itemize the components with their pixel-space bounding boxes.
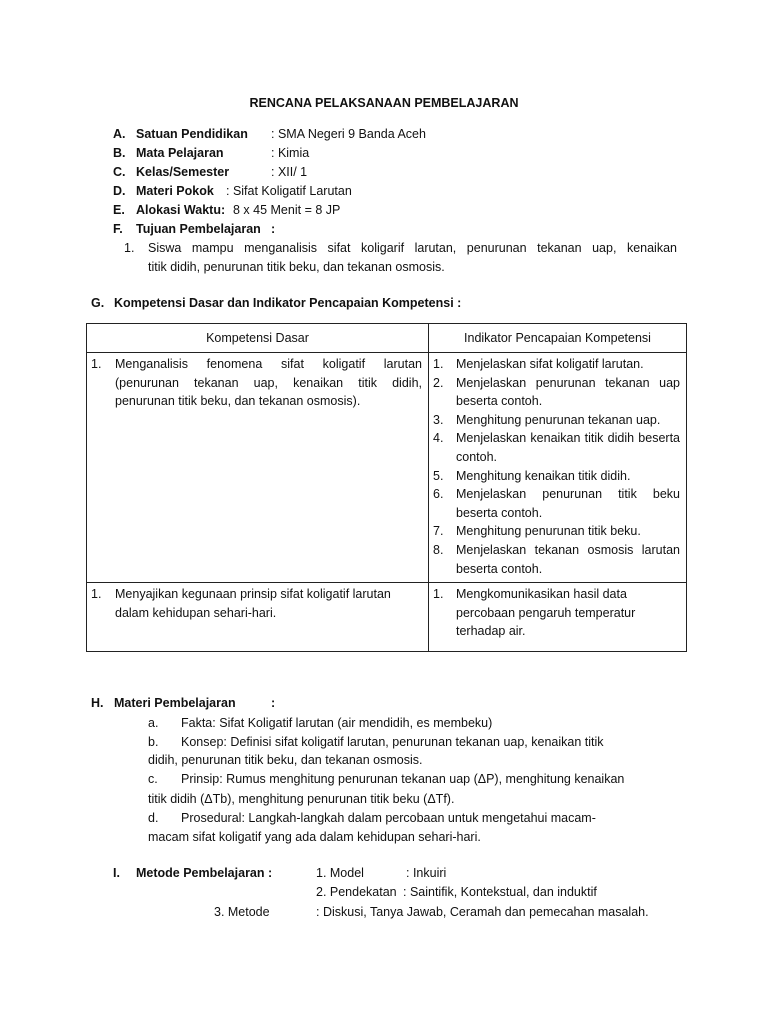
materi-item-c	[181, 770, 624, 788]
identity-value-tujuan: :	[271, 222, 276, 236]
document-title: RENCANA PELAKSANAAN PEMBELAJARAN	[249, 96, 519, 110]
indicator-number: 7.	[433, 524, 444, 539]
kompetensi-table	[86, 323, 687, 652]
identity-letter-a: A.	[113, 127, 126, 141]
metode-metode-value: : Diskusi, Tanya Jawab, Ceramah dan pemecahan masalah.	[316, 905, 649, 919]
materi-text-cont: titik didih (ΔTb), menghitung penurunan titik beku (ΔTf).	[148, 792, 455, 806]
materi-letter-c: c.	[148, 772, 158, 786]
identity-value-kelas: : XII/ 1	[271, 165, 308, 179]
materi-text: Sifat Koligatif larutan (air mendidih, es membeku)	[219, 716, 493, 730]
indicator-number: 3.	[433, 412, 444, 427]
section-h-heading: Materi Pembelajaran	[114, 696, 236, 710]
tujuan-line-1: Siswa mampu menganalisis sifat koligarif larutan, penurunan tekanan uap, kenaikan	[148, 241, 677, 255]
materi-text: Definisi sifat koligatif larutan, penurunan tekanan uap, kenaikan titik	[230, 735, 604, 749]
indicator-cell	[429, 583, 687, 652]
indicator-text: Menjelaskan kenaikan titik didih beserta contoh.	[456, 431, 680, 464]
indicator-number: 1.	[433, 587, 444, 602]
identity-label-kelas: Kelas/Semester	[136, 165, 230, 179]
identity-value-mapel: : Kimia	[271, 146, 310, 160]
materi-text-cont: macam sifat koligatif yang ada dalam kehidupan sehari-hari.	[148, 830, 481, 844]
indicator-number: 1.	[433, 357, 444, 371]
indicator-number: 4.	[433, 431, 444, 446]
tujuan-number: 1.	[124, 241, 135, 255]
identity-letter-f: F.	[113, 222, 123, 236]
identity-value-alokasi: 8 x 45 Menit = 8 JP	[233, 203, 341, 217]
indicator-item	[433, 541, 680, 578]
indicator-number: 2.	[433, 375, 444, 390]
materi-letter-d: d.	[148, 811, 159, 825]
indicator-item	[433, 467, 680, 486]
identity-label-satuan: Satuan Pendidikan	[136, 127, 248, 141]
metode-metode-label: 3. Metode	[214, 905, 270, 919]
col-header-ipk: Indikator Pencapaian Kompetensi	[429, 324, 687, 353]
indicator-number: 5.	[433, 468, 444, 483]
kd-cell	[87, 353, 429, 583]
indicator-number: 8.	[433, 542, 444, 557]
section-i-letter: I.	[113, 866, 120, 880]
indicator-item	[433, 411, 680, 430]
indicator-item	[433, 429, 680, 466]
indicator-item	[433, 485, 680, 522]
materi-label: Konsep:	[181, 735, 227, 749]
materi-letter-a: a.	[148, 716, 159, 730]
materi-label: Fakta:	[181, 716, 216, 730]
kd-text: Menganalisis fenomena sifat koligatif larutan (penurunan tekanan uap, kenaikan titik didih, penurunan titik beku, dan tekanan osmosis).	[115, 357, 422, 409]
materi-label: Prinsip:	[181, 772, 223, 786]
indicator-text: Menjelaskan penurunan titik beku beserta contoh.	[456, 487, 680, 520]
materi-label: Prosedural:	[181, 811, 245, 825]
materi-text: Langkah-langkah dalam percobaan untuk mengetahui macam-	[248, 811, 596, 825]
identity-value-materi: : Sifat Koligatif Larutan	[226, 184, 352, 198]
identity-letter-c: C.	[113, 165, 126, 179]
identity-label-mapel: Mata Pelajaran	[136, 146, 224, 160]
identity-letter-d: D.	[113, 184, 126, 198]
indicator-item	[433, 374, 680, 411]
identity-label-alokasi: Alokasi Waktu:	[136, 203, 226, 217]
table-row	[87, 353, 687, 583]
section-g-letter: G.	[91, 296, 105, 310]
materi-item-d	[181, 809, 596, 827]
metode-pendekatan-value: : Saintifik, Kontekstual, dan induktif	[403, 885, 597, 899]
section-i-heading: Metode Pembelajaran :	[136, 866, 273, 880]
materi-letter-b: b.	[148, 735, 159, 749]
materi-text-cont: didih, penurunan titik beku, dan tekanan osmosis.	[148, 753, 423, 767]
identity-label-materi: Materi Pokok	[136, 184, 214, 198]
col-header-kd: Kompetensi Dasar	[87, 324, 429, 353]
section-h-letter: H.	[91, 696, 104, 710]
indicator-item	[433, 585, 680, 641]
indicator-text: Menjelaskan sifat koligatif larutan.	[456, 357, 644, 371]
indicator-text: Menghitung kenaikan titik didih.	[456, 468, 631, 483]
identity-label-tujuan: Tujuan Pembelajaran	[136, 222, 261, 236]
kd-item	[91, 355, 422, 411]
identity-letter-e: E.	[113, 203, 125, 217]
indicator-text: Menjelaskan penurunan tekanan uap beserta contoh.	[456, 375, 680, 409]
metode-model-label: 1. Model	[316, 866, 364, 880]
indicator-text: Mengkomunikasikan hasil data percobaan pengaruh temperatur terhadap air.	[456, 587, 636, 639]
table-row	[87, 583, 687, 652]
indicator-item	[433, 355, 680, 374]
section-g-heading: Kompetensi Dasar dan Indikator Pencapaian Kompetensi :	[114, 296, 462, 310]
identity-letter-b: B.	[113, 146, 126, 160]
section-h-colon: :	[271, 696, 276, 710]
indicator-text: Menjelaskan tekanan osmosis larutan beserta contoh.	[456, 542, 680, 576]
kd-cell	[87, 583, 429, 652]
identity-value-satuan: : SMA Negeri 9 Banda Aceh	[271, 127, 426, 141]
kd-text: Menyajikan kegunaan prinsip sifat koligatif larutan dalam kehidupan sehari-hari.	[115, 587, 391, 620]
metode-pendekatan-label: 2. Pendekatan	[316, 885, 397, 899]
indicator-cell	[429, 353, 687, 583]
kd-item	[91, 585, 422, 622]
indicator-text: Menghitung penurunan titik beku.	[456, 524, 641, 539]
tujuan-line-2: titik didih, penurunan titik beku, dan tekanan osmosis.	[148, 260, 445, 274]
kd-number: 1.	[91, 587, 102, 602]
indicator-item	[433, 522, 680, 541]
materi-item-b	[181, 733, 604, 751]
indicator-number: 6.	[433, 487, 444, 502]
materi-text: Rumus menghitung penurunan tekanan uap (ΔP), menghitung kenaikan	[226, 772, 625, 786]
table-header-row	[87, 324, 687, 353]
materi-item-a	[181, 714, 492, 732]
metode-model-value: : Inkuiri	[406, 866, 447, 880]
indicator-text: Menghitung penurunan tekanan uap.	[456, 412, 661, 427]
kd-number: 1.	[91, 357, 102, 371]
